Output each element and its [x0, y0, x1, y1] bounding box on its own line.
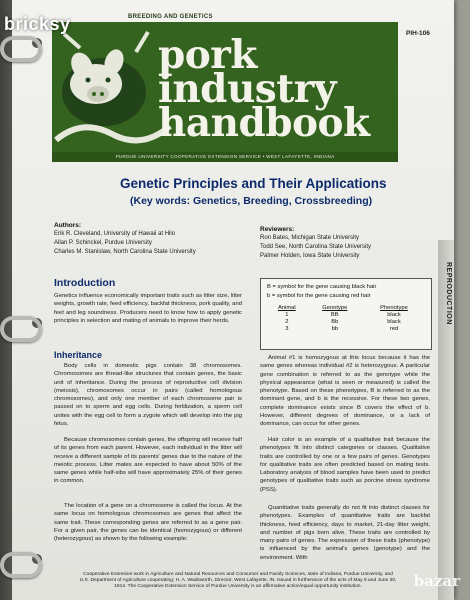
table-cell: 2 — [285, 319, 289, 325]
table-cell: 3 — [285, 326, 289, 332]
authors-label: Authors: — [54, 222, 82, 229]
binder-ring — [0, 36, 42, 62]
table-cell: black — [387, 312, 401, 318]
section-tab-label: REPRODUCTION — [445, 262, 452, 325]
pig-illustration-icon — [52, 22, 172, 152]
watermark-logo: bricksy — [4, 14, 71, 34]
banner-title-line: handbook — [158, 100, 370, 146]
binder-ring — [0, 552, 42, 578]
inheritance-heading: Inheritance — [54, 350, 103, 360]
table-cell: bb — [331, 326, 339, 332]
author-line: Allan P. Schinckel, Purdue University — [54, 240, 152, 246]
table-cell: BB — [330, 312, 339, 318]
banner-strip: PURDUE UNIVERSITY COOPERATIVE EXTENSION SERVICE • WEST LAFAYETTE, INDIANA — [52, 152, 398, 162]
footer-line: Cooperative Extension work in Agriculture and Natural Resources and Consumer and Family Sciences, state of Indiana, Purdue University, and — [83, 572, 393, 577]
table-cell: red — [389, 326, 399, 332]
table-cell: 1 — [285, 312, 289, 318]
table-cell: black — [387, 319, 401, 325]
watermark-logo: bazar — [413, 572, 460, 590]
document-page — [12, 0, 454, 600]
inheritance-paragraph: Because chromosomes contain genes, the offspring will receive half of its genes from each parent. However, each individual in the litter will receive a different sample of its parents' genes due to the nature of the meiotic process. Litter mates are expected to have about 50% of the same genes while half-sibs will have approximately 25% of their genes in common. — [54, 437, 242, 485]
document-subtitle: (Key words: Genetics, Breeding, Crossbreeding) — [130, 195, 373, 207]
inheritance-paragraph: The location of a gene on a chromosome is called the locus. At the same locus on homologous chromosomes are genes that affect the same trait. These corresponding genes are referred to as a gene pair. For a given pair, the genes can be identical (homozygous) or different (heterozygous) as shown by the following example: — [54, 503, 242, 543]
reviewer-line: Todd See, North Carolina State University — [260, 244, 372, 250]
banner-title-line: industry — [158, 66, 336, 112]
gene-symbol-line: b = symbol for the gene causing red hair — [267, 293, 371, 299]
banner-title — [158, 32, 393, 146]
column-header: Animal — [277, 305, 296, 311]
table-row — [267, 312, 425, 319]
intro-paragraph: Genetics influence economically important traits such as litter size, litter weights, growth rate, feed efficiency, backfat thickness, pork quality, and feet and leg soundness. Producers need to know how to apply genetic principles in selection and mating of animals to improve their herds. — [54, 293, 242, 324]
table-cell: Bb — [331, 319, 339, 325]
binder-ring — [0, 316, 42, 342]
genotype-paragraph: Animal #1 is homozygous at this locus because it has the same genes whereas individual #2 is heterozygous. A particular gene combination is referred to as the genotype while the physical appearance (what is seen or measured) is called the phenotype. Based on these phenotypes, B is referred to as the dominant gene, and b is the recessive. For these two genes, complete dominance exists since B covers the effect of b. However, different degrees of dominance, or a lack of dominance, can occur for other genes. — [260, 355, 430, 428]
inheritance-paragraph: Body cells in domestic pigs contain 38 chromosomes. Chromosomes are thread-like structures that contain genes, the basic unit of inheritance. During the process of reproductive cell division (meiosis), chromosomes occur in pairs (called homologous chromosomes), and only one member of each chromosome pair is passed on to sperm and egg cells. During fertilization, a sperm cell unites with the egg cell to form a zygote which will develop into the pig fetus. — [54, 363, 242, 428]
qualitative-paragraph: Hair color is an example of a qualitative trait because the phenotypes fit into distinct categories or classes. Qualitative traits are controlled by one or a few pairs of genes. Genotypes for qualitative traits are often predicted based on mating tests. Laboratory analysis of blood samples have been used to predict genotypes of qualitative traits such as porcine stress syndrome (PSS). — [260, 437, 430, 493]
table-row — [267, 326, 425, 333]
genotype-table — [267, 305, 425, 333]
gene-symbol-line: B = symbol for the gene causing black hair — [267, 284, 377, 290]
footer-line: U.S. Department of Agriculture cooperating; H. A. Wadsworth, Director, West Lafayette, IN. Issued in furtherance of the acts of May 8 and June 30, — [79, 578, 397, 583]
reviewer-line: Palmer Holden, Iowa State University — [260, 253, 360, 259]
banner-title-line: pork — [158, 32, 257, 78]
author-line: Erik R. Cleveland, University of Hawaii at Hilo — [54, 231, 176, 237]
series-label: BREEDING AND GENETICS — [128, 14, 213, 20]
footer-line: 1914. The Cooperative Extension Service of Purdue University is an affirmative action/equal opportunity institution. — [114, 584, 362, 589]
reviewer-line: Ron Bates, Michigan State University — [260, 235, 360, 241]
column-header: Genotype — [322, 305, 348, 311]
document-title: Genetic Principles and Their Applications — [120, 176, 387, 191]
quantitative-paragraph: Quantitative traits generally do not fit into distinct classes for phenotypes. Examples of quantitative traits are backfat thickness, feed efficiency, days to market, 21-day litter weight, and number of pigs born alive. These traits are controlled by many pairs of genes. The expression of these traits (phenotype) is influenced by the animal's genes (genotype) and the environment. With — [260, 505, 430, 561]
handbook-banner — [52, 22, 398, 152]
document-code: PIH-106 — [406, 30, 430, 37]
column-header: Phenotype — [380, 305, 408, 311]
genotype-example-box — [260, 278, 432, 350]
reviewers-label: Reviewers: — [260, 226, 295, 233]
author-line: Charles M. Stanislaw, North Carolina State University — [54, 249, 196, 255]
table-row — [267, 319, 425, 326]
intro-heading: Introduction — [54, 277, 116, 289]
page-footer — [48, 572, 428, 590]
